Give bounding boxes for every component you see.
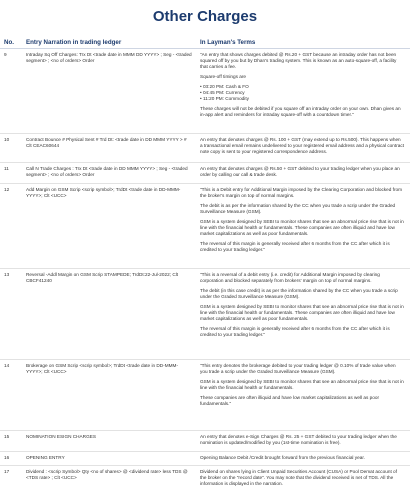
row-desc	[200, 455, 404, 465]
desc-para: The reversal of this margin is generally received after 6 months from the CC after which it is credited to your trading ledger."	[200, 326, 390, 337]
row-entry: Call N Trade Charges : Trx Dt <trade date in DD MMM YYYY> ; Seg - <traded segment> ; <no of orders> Order	[26, 166, 188, 177]
desc-para: The debit is as per the information shared by the CC when you trade a scrip under the Graded Surveillance Measure (GSM).	[200, 203, 396, 214]
row-desc	[200, 137, 404, 159]
row-no: 16	[4, 455, 10, 460]
desc-para: GSM is a system designed by SEBI to monitor shares that see an abnormal price rise that is not in line with the financial health or fundamentals. These companies are often illiquid and have low market capitalizations as well as poor fundamentals.	[200, 219, 404, 236]
row-entry: Reversal -Addl Margin on GSM Scrip STAMPEDE; TrdDt:22-Jul-2022; Clt CBCF41240	[26, 272, 179, 283]
row-no: 14	[4, 363, 10, 368]
header-entry: Entry Narration in trading ledger	[26, 39, 122, 46]
table-row	[0, 466, 410, 498]
row-entry: Intraday Sq Off Charges: Trx Dt <trade date in MMM DD YYYY> ; Seg - <traded segment> ; <no of orders> Order	[26, 52, 192, 63]
desc-para: An entry that denotes e-Sign Charges @ Rs. 25 + GST debited to your trading ledger when the nomination is updated/modified by you (1st-time nomination is free).	[200, 434, 397, 445]
table-row	[0, 134, 410, 163]
desc-list-item: • 04:45 PM: Currency	[200, 90, 245, 95]
row-no: 11	[4, 166, 9, 171]
row-desc	[200, 272, 404, 342]
desc-para: "An entry that shows charges debited @ Rs.20 + GST because an intraday order has not been squared off by you but by Dhan's trading system. This is known as an auto-square-off, a facility that carries a fee.	[200, 52, 397, 69]
desc-para: "This entry denotes the brokerage debited to your trading ledger @ 0.10% of trade value when you trade a scrip under the Graded Surveillance Measure (GSM).	[200, 363, 396, 374]
table-header	[0, 36, 410, 49]
desc-para: Dividend on shares lying in Client Unpaid Securities Account (CUSA) or Pool Demat account of the broker on the "record date". You may note that the dividend received is net of TDS. All the information is displayed in the narration.	[200, 469, 397, 486]
desc-para: GSM is a system designed by SEBI to monitor shares that see an abnormal price rise that is not in line with the financial health or fundamentals.	[200, 379, 404, 390]
row-entry: Add Margin on GSM Scrip <scrip symbol>; TrdDt <trade date in DD-MMM-YYYY>; Clt <UCC>	[26, 187, 181, 198]
desc-para: GSM is a system designed by SEBI to monitor shares that see an abnormal price rise that is not in line with the financial health or fundamentals. These companies are often illiquid and have low market capitalizations as well as poor fundamentals.	[200, 304, 404, 321]
row-entry: Contract Bounce # Physical Sent # Trd Dt: <trade date in DD MMM YYYY > # Clt CEAC60644	[26, 137, 187, 148]
desc-para: Square-off timings are	[200, 74, 247, 79]
row-desc	[200, 469, 404, 491]
desc-para: "This is a Debit entry for Additional Margin imposed by the Clearing Corporation and blocked from the broker's margin on top of normal margins.	[200, 187, 403, 198]
row-desc	[200, 187, 404, 257]
row-no: 17	[4, 469, 10, 474]
row-entry: NOMINATION ESIGN CHARGES	[26, 434, 96, 439]
header-desc: In Layman's Terms	[200, 39, 256, 46]
row-no: 13	[4, 272, 10, 277]
row-entry: Brokerage on GSM Scrip <scrip symbol>; TrdDt <trade date in DD-MMM-YYYY>; Clt <UCC>	[26, 363, 179, 374]
desc-para: An entry that denotes charges @ Rs. 100 + GST (may extend up to Rs.500). This happens when a transactional email remains undelivered to your registered email address and a physical contract note copy is sent to your registered correspondence address.	[200, 137, 405, 154]
table-row	[0, 269, 410, 360]
desc-para: "This is a reversal of a debit entry (i.e. credit) for Additional Margin imposed by clearing corporation and blocked separately from brokers' margin on top of normal margins.	[200, 272, 380, 283]
row-desc	[200, 363, 404, 411]
table-row	[0, 452, 410, 466]
row-no: 12	[4, 187, 10, 192]
row-entry: OPENING ENTRY	[26, 455, 65, 460]
header-no: No.	[4, 39, 14, 46]
table-row	[0, 184, 410, 269]
table-row	[0, 360, 410, 431]
page-title: Other Charges	[152, 8, 258, 25]
desc-para: These companies are often illiquid and have low market capitalizations as well as poor fundamentals."	[200, 395, 380, 406]
desc-para: Opening Balance Debit /Credit brought forward from the previous financial year.	[200, 455, 365, 460]
table-row	[0, 431, 410, 452]
table-row	[0, 163, 410, 184]
row-no: 10	[4, 137, 10, 142]
row-entry: Dividend : <scrip Symbol> Qty <no of shares> @ <dividend rate> less TDS @ <TDS rate> ; Clt <UCC>	[26, 469, 188, 480]
table-row	[0, 49, 410, 134]
desc-para: The reversal of this margin is generally received after 6 months from the CC after which it is credited to your trading ledger."	[200, 241, 390, 252]
desc-list-item: • 11:20 PM: Commodity	[200, 96, 249, 101]
row-no: 9	[4, 52, 7, 57]
desc-list-item: • 03:20 PM: Cash & FO	[200, 84, 249, 89]
desc-para: The debit (in this case credit) is as per the information shared by the CC when you trade a scrip under the Graded Surveillance Measure (GSM).	[200, 288, 398, 299]
row-no: 15	[4, 434, 10, 439]
row-desc	[200, 52, 404, 122]
row-desc	[200, 434, 404, 450]
desc-para: An entry that denotes charges @ Rs.50 + GST debited to your trading ledger when you place an order by calling our call & trade desk.	[200, 166, 400, 177]
desc-para: These charges will not be debited if you square off an intraday order on your own. Dhan gives an in-app alert and reminders for intraday square-off with a countdown timer."	[200, 106, 401, 117]
row-desc	[200, 166, 404, 182]
